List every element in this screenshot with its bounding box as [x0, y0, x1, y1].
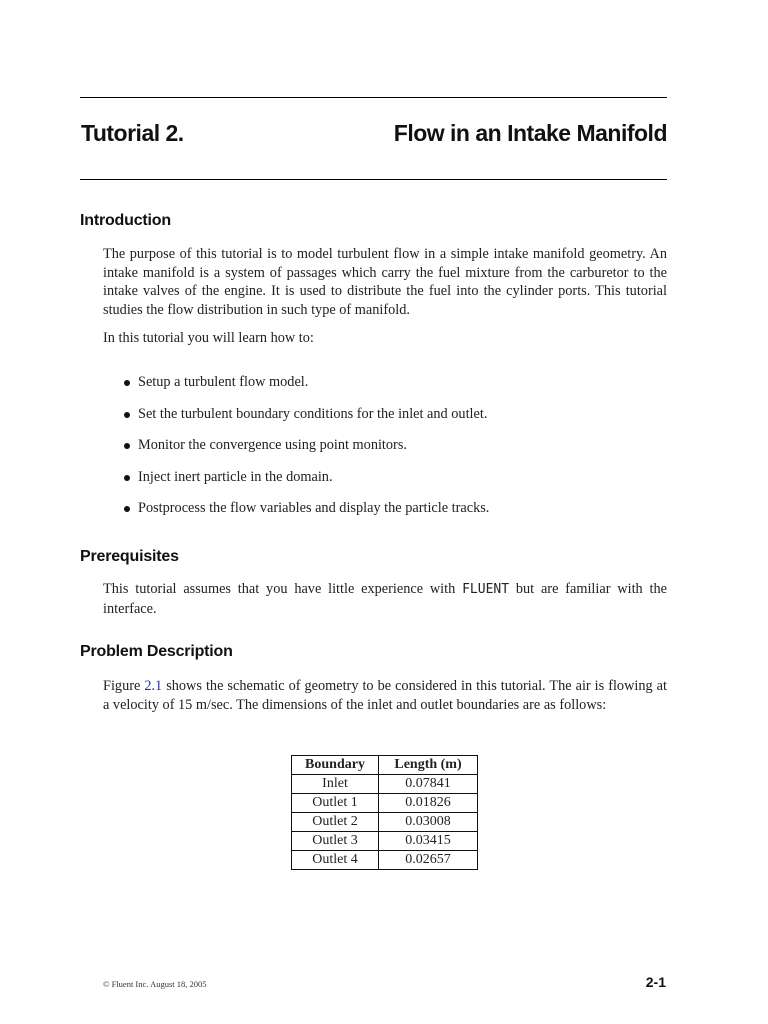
- prerequisites-paragraph: [103, 580, 667, 618]
- boundary-cell: Outlet 2: [292, 813, 379, 832]
- boundary-cell: Outlet 4: [292, 851, 379, 870]
- prerequisites-text-after: but are familiar with the interface.: [103, 581, 667, 617]
- page-title: Flow in an Intake Manifold: [393, 120, 667, 146]
- column-header-boundary: Boundary: [292, 756, 379, 775]
- boundary-cell: Outlet 3: [292, 832, 379, 851]
- header-rule-bottom: [80, 179, 667, 180]
- table-row: [292, 832, 478, 851]
- table-row: [292, 851, 478, 870]
- boundary-cell: Outlet 1: [292, 794, 379, 813]
- list-item: Setup a turbulent flow model.: [123, 372, 489, 404]
- learning-objectives-list: [123, 372, 489, 530]
- length-cell: 0.03008: [379, 813, 478, 832]
- length-cell: 0.07841: [379, 775, 478, 794]
- list-item: Postprocess the flow variables and display the particle tracks.: [123, 498, 489, 530]
- boundary-dimensions-table: [291, 755, 478, 870]
- prerequisites-heading: Prerequisites: [80, 548, 179, 565]
- figure-word: Figure: [103, 678, 145, 694]
- problem-text: shows the schematic of geometry to be considered in this tutorial. The air is flowing at a velocity of 15 m/sec. The dimensions of the inlet and outlet boundaries are as follows:: [103, 678, 667, 713]
- list-item: Inject inert particle in the domain.: [123, 467, 489, 499]
- length-cell: 0.01826: [379, 794, 478, 813]
- introduction-paragraph: The purpose of this tutorial is to model turbulent flow in a simple intake manifold geometry. An intake manifold is a system of passages which carry the fuel mixture from the carburetor to the intake valves of the engine. It is used to distribute the fuel into the cylinder ports. This tutorial studies the flow distribution in such type of manifold.: [103, 246, 667, 318]
- product-name: FLUENT: [462, 582, 510, 597]
- list-item: Set the turbulent boundary conditions for the inlet and outlet.: [123, 404, 489, 436]
- introduction-heading: Introduction: [80, 212, 171, 229]
- learn-intro: In this tutorial you will learn how to:: [103, 330, 314, 346]
- length-cell: 0.02657: [379, 851, 478, 870]
- footer-copyright: © Fluent Inc. August 18, 2005: [103, 979, 207, 989]
- problem-description-paragraph: [103, 677, 667, 714]
- list-item: Monitor the convergence using point monitors.: [123, 435, 489, 467]
- table-header-row: [292, 756, 478, 775]
- boundary-cell: Inlet: [292, 775, 379, 794]
- prerequisites-text-before: This tutorial assumes that you have little experience with: [103, 581, 463, 597]
- column-header-length: Length (m): [379, 756, 478, 775]
- table-row: [292, 813, 478, 832]
- header-rule-top: [80, 97, 667, 98]
- problem-description-heading: Problem Description: [80, 643, 233, 660]
- tutorial-label: Tutorial 2.: [81, 120, 184, 146]
- table-row: [292, 794, 478, 813]
- figure-reference-link[interactable]: 2.1: [144, 678, 163, 694]
- page-number: 2-1: [645, 974, 666, 990]
- table-row: [292, 775, 478, 794]
- length-cell: 0.03415: [379, 832, 478, 851]
